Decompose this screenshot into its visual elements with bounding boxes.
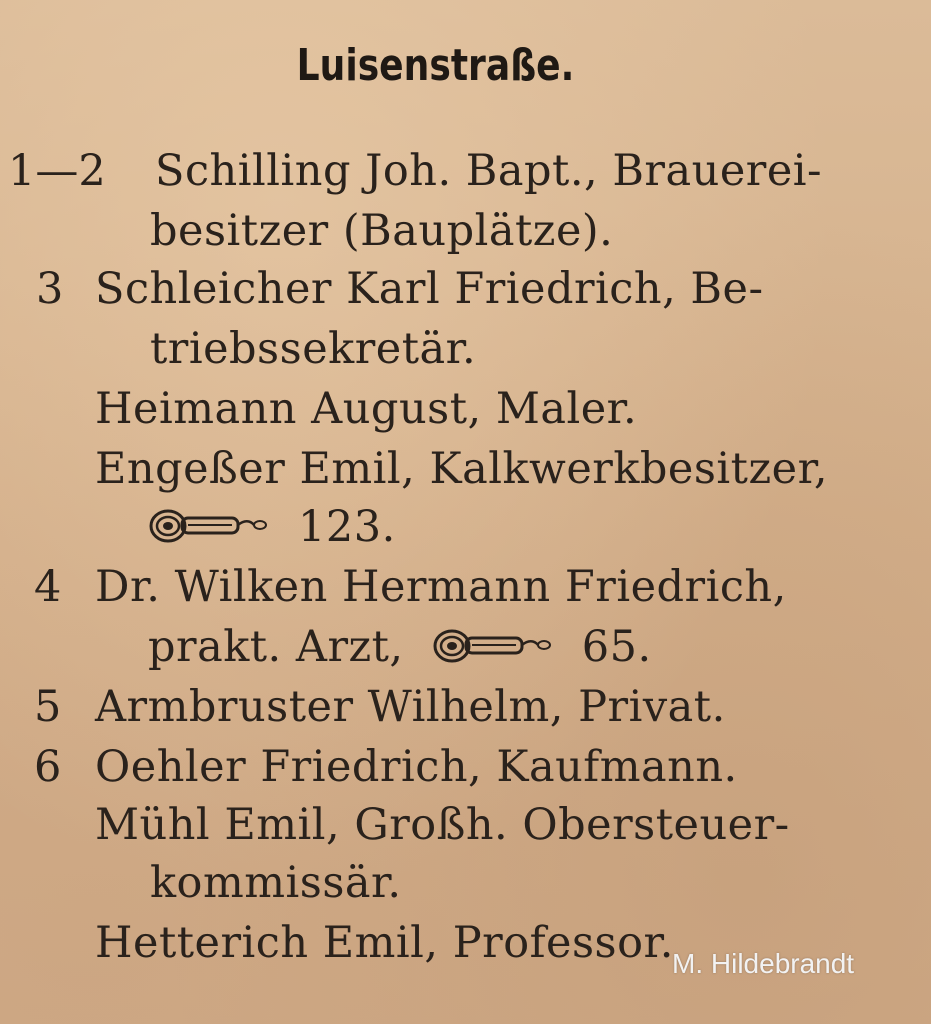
entry-schilling-line-1 xyxy=(155,146,865,196)
entry-engesser-line-2 xyxy=(148,502,396,552)
house-number-5: 5 xyxy=(34,682,62,732)
entry-text: prakt. Arzt, xyxy=(148,622,404,672)
entry-armbruster: Armbruster Wilhelm, Privat. xyxy=(95,682,726,732)
entry-text: Schilling Joh. Bapt., Brauerei- xyxy=(155,146,823,196)
house-number-1-2: 1—2 xyxy=(8,146,106,196)
house-number-6: 6 xyxy=(34,742,62,792)
entry-heimann: Heimann August, Maler. xyxy=(95,384,638,434)
watermark: M. Hildebrandt xyxy=(672,948,855,979)
street-title: Luisenstraße. xyxy=(296,40,575,91)
phone-number: 123. xyxy=(298,502,396,552)
house-number-3: 3 xyxy=(36,264,64,314)
entry-wilken-line-2 xyxy=(148,622,652,672)
telephone-receiver-icon xyxy=(432,628,554,672)
entry-oehler: Oehler Friedrich, Kaufmann. xyxy=(95,742,738,792)
entry-wilken-line-1: Dr. Wilken Hermann Friedrich, xyxy=(95,562,787,612)
entry-schilling-line-2: besitzer (Bauplätze). xyxy=(150,206,614,256)
phone-number: 65. xyxy=(581,622,652,672)
entry-hetterich: Hetterich Emil, Professor. xyxy=(95,918,674,968)
entry-muehl-line-2: kommissär. xyxy=(150,858,402,908)
entry-schleicher-line-1: Schleicher Karl Friedrich, Be- xyxy=(95,264,764,314)
house-number-4: 4 xyxy=(34,562,62,612)
entry-engesser-line-1: Engeßer Emil, Kalkwerkbesitzer, xyxy=(95,444,829,494)
entry-muehl-line-1: Mühl Emil, Großh. Obersteuer- xyxy=(95,800,790,850)
telephone-receiver-icon xyxy=(148,508,270,552)
entry-schleicher-line-2: triebssekretär. xyxy=(150,324,477,374)
